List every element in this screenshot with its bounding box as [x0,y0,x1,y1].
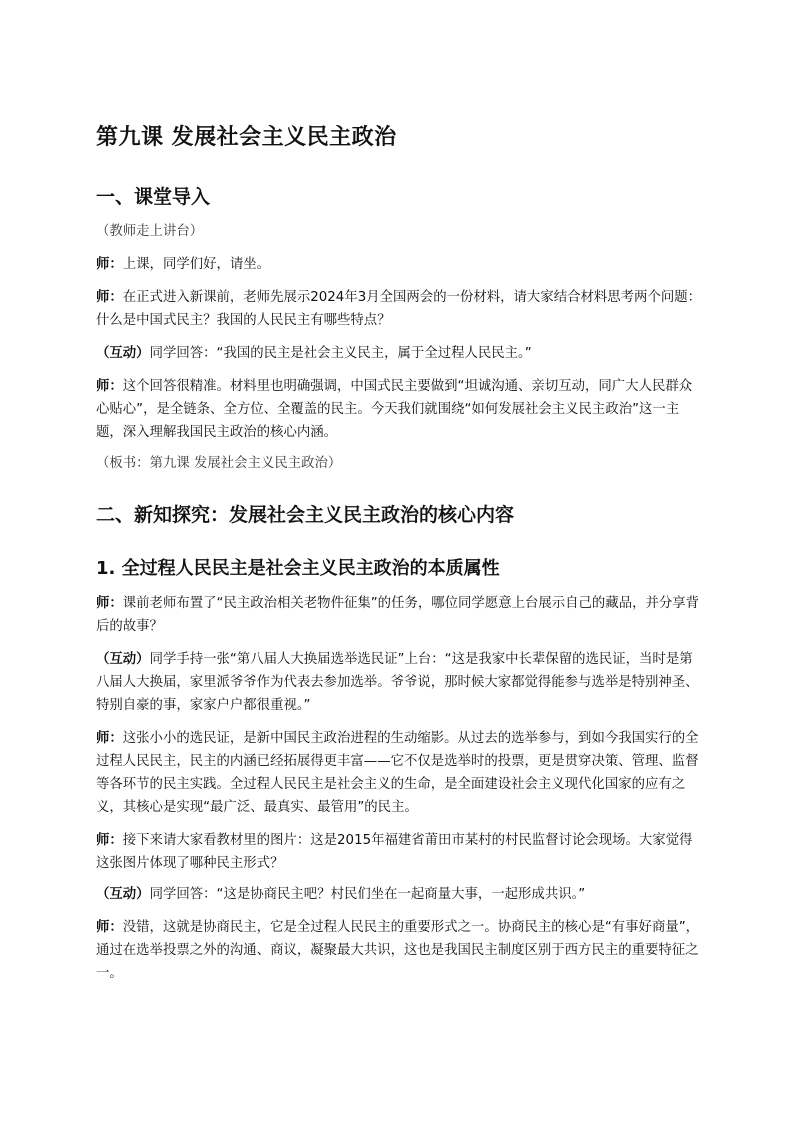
stage-direction: （教师走上讲台） [96,224,204,239]
speaker-label: 师： [96,257,123,272]
paragraph [96,286,702,332]
paragraph-text: 同学手持一张“第八届人大换届选举选民证”上台：“这是我家中长辈保留的选民证，当时是第八届人大换届，家里派爷爷作为代表去参加选举。爷爷说，那时候大家都觉得能参与选举是特别神圣、特别自豪的事，家家户户都很重视。” [96,652,699,713]
paragraph [96,727,702,819]
paragraph-text: 课前老师布置了“民主政治相关老物件征集”的任务，哪位同学愿意上台展示自己的藏品，并分享背后的故事？ [96,596,700,634]
paragraph [96,883,702,906]
speaker-label: 师： [96,833,123,848]
paragraph-text: 这个回答很精准。材料里也明确强调，中国式民主要做到“坦诚沟通、亲切互动，同广大人民群众心贴心”，是全链条、全方位、全覆盖的民主。今天我们就围绕“如何发展社会主义民主政治”这一主题，深入理解我国民主政治的核心内涵。 [96,379,693,440]
speaker-label: 师： [96,290,123,305]
page-title: 第九课 发展社会主义民主政治 [96,125,397,150]
paragraph-text: 上课，同学们好，请坐。 [122,257,271,272]
paragraph-text: 没错，这就是协商民主，它是全过程人民民主的重要形式之一。协商民主的核心是“有事好商量”，通过在选举投票之外的沟通、商议，凝聚最大共识，这也是我国民主制度区别于西方民主的重要特征之一。 [96,920,700,981]
interaction-tag: （互动） [96,346,150,361]
interaction-tag: （互动） [96,652,150,667]
interaction-tag: （互动） [96,887,150,902]
speaker-label: 师： [96,596,123,611]
paragraph-text: 同学回答：“我国的民主是社会主义民主，属于全过程人民民主。” [149,346,532,361]
section-heading-explore: 二、新知探究：发展社会主义民主政治的核心内容 [96,504,515,526]
speaker-label: 师： [96,379,123,394]
paragraph [96,916,702,985]
speaker-label: 师： [96,731,123,746]
section-heading-intro: 一、课堂导入 [96,186,211,208]
paragraph [96,342,702,365]
paragraph [96,375,702,444]
subsection-heading: 1. 全过程人民民主是社会主义民主政治的本质属性 [96,558,500,579]
paragraph [96,829,702,875]
paragraph [96,592,702,638]
blackboard-note: （板书：第九课 发展社会主义民主政治） [96,456,342,471]
paragraph-text: 在正式进入新课前，老师先展示2024年3月全国两会的一份材料，请大家结合材料思考两个问题：什么是中国式民主？我国的人民民主有哪些特点？ [96,290,702,328]
paragraph-text: 接下来请大家看教材里的图片：这是2015年福建省莆田市某村的村民监督讨论会现场。大家觉得这张图片体现了哪种民主形式？ [96,833,693,871]
speaker-label: 师： [96,920,123,935]
paragraph [96,253,702,276]
paragraph [96,648,702,717]
paragraph-text: 这张小小的选民证，是新中国民主政治进程的生动缩影。从过去的选举参与，到如今我国实行的全过程人民民主，民主的内涵已经拓展得更丰富——它不仅是选举时的投票，更是贯穿决策、管理、监督等各环节的民主实践。全过程人民民主是社会主义的生命，是全面建设社会主义现代化国家的应有之义，其核心是实现“最广泛、最真实、最管用”的民主。 [96,731,699,815]
paragraph-text: 同学回答：“这是协商民主吧？村民们坐在一起商量大事，一起形成共识。” [149,887,586,902]
